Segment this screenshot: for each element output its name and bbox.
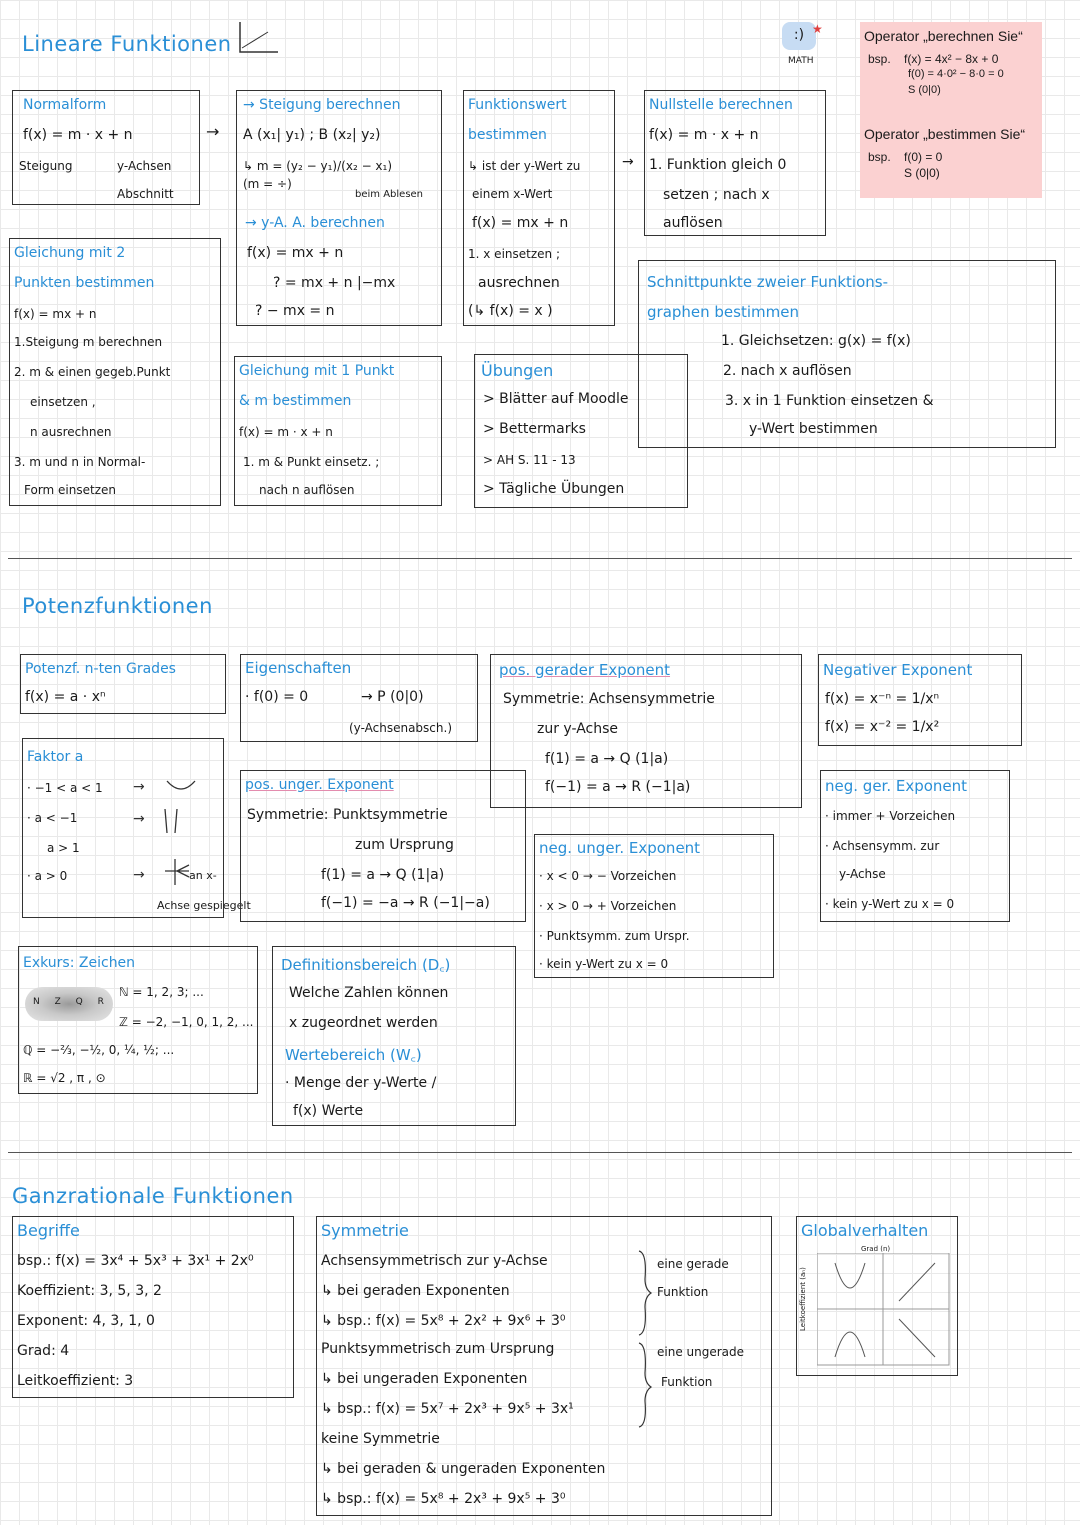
section-title-potenz: Potenzfunktionen bbox=[22, 594, 213, 618]
box-funktionswert bbox=[463, 90, 615, 326]
divider-2 bbox=[8, 1152, 1072, 1153]
zweipunkte-line-4: einsetzen , bbox=[30, 395, 96, 409]
sym-line-1: Achsensymmetrisch zur y-Achse bbox=[321, 1253, 548, 1269]
global-side-label: Leitkoeffizient (aₙ) bbox=[799, 1267, 807, 1331]
operator-bestimmen: Operator „bestimmen Sie“ bbox=[864, 126, 1026, 142]
sym-line-8: ↳ bei geraden & ungeraden Exponenten bbox=[321, 1461, 606, 1477]
steigung-formula: ↳ m = (y₂ − y₁)/(x₂ − x₁) bbox=[243, 159, 393, 173]
star-icon: ★ bbox=[812, 22, 823, 36]
sticker-label: MATH bbox=[788, 56, 814, 66]
axes-sketch bbox=[232, 18, 282, 58]
label-steigung: Steigung bbox=[19, 159, 73, 173]
operator-example-1c: S (0|0) bbox=[908, 84, 941, 96]
box-definition bbox=[272, 946, 516, 1126]
negexp-line-1: f(x) = x⁻ⁿ = 1/xⁿ bbox=[825, 691, 940, 707]
eig-line-1b: → P (0|0) bbox=[361, 689, 424, 705]
operator-example-1b: f(0) = 4·0² − 8·0 = 0 bbox=[908, 68, 1004, 80]
exkurs-n: ℕ = 1, 2, 3; ... bbox=[119, 985, 204, 999]
begriffe-line-1: bsp.: f(x) = 3x⁴ + 5x³ + 3x¹ + 2x⁰ bbox=[17, 1253, 254, 1269]
sym-title: Symmetrie bbox=[321, 1221, 409, 1240]
def-title: Definitionsbereich (D꜀) bbox=[281, 956, 451, 974]
schnitt-line-3: 3. x in 1 Funktion einsetzen & bbox=[725, 393, 934, 409]
nullstelle-line-4: auflösen bbox=[663, 215, 723, 231]
funktionswert-line-4: 1. x einsetzen ; bbox=[468, 247, 560, 261]
nullstelle-line-1: f(x) = m · x + n bbox=[649, 127, 759, 143]
begriffe-line-5: Leitkoeffizient: 3 bbox=[17, 1373, 134, 1389]
box-faktor bbox=[22, 738, 251, 918]
grad-formula: f(x) = a · xⁿ bbox=[25, 689, 106, 705]
sym-right-4: Funktion bbox=[661, 1375, 713, 1389]
number-sets-label: N Z Q R bbox=[33, 997, 110, 1007]
zweipunkte-line-7: Form einsetzen bbox=[24, 483, 116, 497]
funktionswert-line-1: ↳ ist der y-Wert zu bbox=[468, 159, 581, 173]
box-schnitt bbox=[638, 260, 1056, 448]
einpunkt-line-3: nach n auflösen bbox=[259, 483, 355, 497]
nullstelle-line-2: 1. Funktion gleich 0 bbox=[649, 157, 787, 173]
box-posunger bbox=[240, 770, 526, 922]
box-exkurs bbox=[18, 946, 258, 1094]
normalform-formula: f(x) = m · x + n bbox=[23, 127, 133, 143]
sym-line-2: ↳ bei geraden Exponenten bbox=[321, 1283, 510, 1299]
negexp-line-2: f(x) = x⁻² = 1/x² bbox=[825, 719, 940, 735]
funktionswert-title-1: Funktionswert bbox=[468, 97, 567, 113]
svg-text:→: → bbox=[133, 811, 145, 827]
box-eigenschaften bbox=[240, 654, 478, 742]
uebungen-line-4: > Tägliche Übungen bbox=[483, 481, 625, 497]
box-global bbox=[796, 1216, 958, 1376]
sym-right-2: Funktion bbox=[657, 1285, 709, 1299]
sym-right-3: eine ungerade bbox=[657, 1345, 745, 1359]
steigung-points: A (x₁| y₁) ; B (x₂| y₂) bbox=[243, 127, 381, 143]
posger-line-1: Symmetrie: Achsensymmetrie bbox=[503, 691, 715, 707]
box-negunger bbox=[534, 834, 774, 978]
faktor-line-3: a > 1 bbox=[47, 841, 80, 855]
faktor-title: Faktor a bbox=[27, 749, 84, 765]
posunger-line-1: Symmetrie: Punktsymmetrie bbox=[247, 807, 448, 823]
brace-sketch bbox=[635, 1249, 655, 1429]
def-line-3: · Menge der y-Werte / bbox=[285, 1075, 437, 1091]
arrow-right: → bbox=[206, 122, 220, 141]
def-line-1: Welche Zahlen können bbox=[289, 985, 449, 1001]
negunger-title: neg. unger. Exponent bbox=[539, 839, 701, 857]
sym-line-9: ↳ bsp.: f(x) = 5x⁸ + 2x³ + 9x⁵ + 3⁰ bbox=[321, 1491, 566, 1507]
negunger-line-3: · Punktsymm. zum Urspr. bbox=[539, 929, 690, 943]
schnitt-line-1: 1. Gleichsetzen: g(x) = f(x) bbox=[721, 333, 911, 349]
eig-title: Eigenschaften bbox=[245, 659, 352, 677]
label-abschnitt: Abschnitt bbox=[117, 187, 174, 201]
operator-example-2a: f(0) = 0 bbox=[904, 150, 943, 164]
uebungen-title: Übungen bbox=[481, 361, 554, 380]
normalform-title: Normalform bbox=[23, 97, 107, 113]
begriffe-line-2: Koeffizient: 3, 5, 3, 2 bbox=[17, 1283, 162, 1299]
operator-example-2b: S (0|0) bbox=[904, 166, 940, 180]
ya-line-2: ? = mx + n |−mx bbox=[273, 275, 396, 291]
funktionswert-line-5: ausrechnen bbox=[478, 275, 560, 291]
box-steigung bbox=[236, 90, 442, 326]
schnitt-line-4: y-Wert bestimmen bbox=[749, 421, 878, 437]
label-ablesen: beim Ablesen bbox=[355, 189, 424, 200]
funktionswert-line-6: (↳ f(x) = x ) bbox=[468, 303, 553, 319]
eig-line-2: (y-Achsenabsch.) bbox=[349, 721, 453, 735]
sym-line-6: ↳ bsp.: f(x) = 5x⁷ + 2x³ + 9x⁵ + 3x¹ bbox=[321, 1401, 574, 1417]
operator-note bbox=[860, 22, 1042, 198]
exkurs-title: Exkurs: Zeichen bbox=[23, 955, 136, 971]
steigung-formula-alt: (m = ÷) bbox=[243, 177, 292, 191]
faktor-line-2: · a < −1 bbox=[27, 811, 78, 825]
wert-title: Wertebereich (W꜀) bbox=[285, 1046, 422, 1064]
posunger-title: pos. unger. Exponent bbox=[245, 777, 394, 793]
negger-title: neg. ger. Exponent bbox=[825, 777, 968, 795]
einpunkt-line-1: f(x) = m · x + n bbox=[239, 425, 333, 439]
box-begriffe bbox=[12, 1216, 294, 1398]
exkurs-z: ℤ = −2, −1, 0, 1, 2, ... bbox=[119, 1015, 254, 1029]
box-nullstelle bbox=[644, 90, 826, 236]
posunger-line-2: zum Ursprung bbox=[355, 837, 454, 853]
box-negger bbox=[820, 770, 1010, 922]
box-zweipunkte bbox=[9, 238, 221, 506]
negunger-line-2: · x > 0 → + Vorzeichen bbox=[539, 899, 677, 913]
zweipunkte-line-2: 1.Steigung m berechnen bbox=[14, 335, 163, 349]
funktionswert-line-2: einem x-Wert bbox=[472, 187, 553, 201]
sym-line-3: ↳ bsp.: f(x) = 5x⁸ + 2x² + 9x⁶ + 3⁰ bbox=[321, 1313, 566, 1329]
begriffe-line-3: Exponent: 4, 3, 1, 0 bbox=[17, 1313, 155, 1329]
sym-line-4: Punktsymmetrisch zum Ursprung bbox=[321, 1341, 555, 1357]
begriffe-title: Begriffe bbox=[17, 1221, 80, 1240]
faktor-an: an x- bbox=[189, 869, 217, 882]
nullstelle-title: Nullstelle berechnen bbox=[649, 97, 793, 113]
divider-1 bbox=[8, 558, 1072, 559]
negunger-line-1: · x < 0 → − Vorzeichen bbox=[539, 869, 677, 883]
funktionswert-line-3: f(x) = mx + n bbox=[472, 215, 569, 231]
eig-line-1: · f(0) = 0 bbox=[245, 689, 309, 705]
box-negexp bbox=[818, 654, 1022, 746]
uebungen-line-2: > Bettermarks bbox=[483, 421, 586, 437]
zweipunkte-title-1: Gleichung mit 2 bbox=[14, 245, 126, 261]
faktor-line-1: · −1 < a < 1 bbox=[27, 781, 103, 795]
zweipunkte-line-6: 3. m und n in Normal- bbox=[14, 455, 146, 469]
zweipunkte-line-5: n ausrechnen bbox=[30, 425, 112, 439]
label-yachsen: y-Achsen bbox=[117, 159, 172, 173]
begriffe-line-4: Grad: 4 bbox=[17, 1343, 70, 1359]
ya-title: → y-A. A. berechnen bbox=[245, 215, 385, 231]
operator-bsp-1: bsp. bbox=[868, 52, 891, 66]
global-top-label: Grad (n) bbox=[861, 1245, 891, 1253]
funktionswert-title-2: bestimmen bbox=[468, 127, 547, 143]
sym-line-7: keine Symmetrie bbox=[321, 1431, 440, 1447]
einpunkt-title-1: Gleichung mit 1 Punkt bbox=[239, 363, 395, 379]
arrow-right-2: → bbox=[622, 154, 634, 170]
smiley-icon: :) bbox=[782, 22, 816, 50]
operator-example-1a: f(x) = 4x² − 8x + 0 bbox=[904, 52, 999, 66]
box-einpunkt bbox=[234, 356, 442, 506]
exkurs-r: ℝ = √2 , π , ⊙ bbox=[23, 1071, 106, 1085]
ya-line-1: f(x) = mx + n bbox=[247, 245, 344, 261]
faktor-line-4: · a > 0 bbox=[27, 869, 68, 883]
sym-line-5: ↳ bei ungeraden Exponenten bbox=[321, 1371, 528, 1387]
box-posger bbox=[490, 654, 802, 808]
def-line-2: x zugeordnet werden bbox=[289, 1015, 438, 1031]
ya-line-3: ? − mx = n bbox=[255, 303, 335, 319]
faktor-achse: Achse gespiegelt bbox=[157, 899, 251, 912]
einpunkt-line-2: 1. m & Punkt einsetz. ; bbox=[243, 455, 380, 469]
nullstelle-line-3: setzen ; nach x bbox=[663, 187, 770, 203]
posger-line-2: zur y-Achse bbox=[537, 721, 619, 737]
box-normalform bbox=[12, 90, 200, 205]
box-symmetrie bbox=[316, 1216, 772, 1516]
def-line-4: f(x) Werte bbox=[293, 1103, 364, 1119]
schnitt-title-1: Schnittpunkte zweier Funktions- bbox=[647, 273, 888, 291]
negger-line-1: · immer + Vorzeichen bbox=[825, 809, 956, 823]
negger-line-2: · Achsensymm. zur bbox=[825, 839, 940, 853]
box-grad bbox=[20, 654, 226, 714]
posger-line-4: f(−1) = a → R (−1|a) bbox=[545, 779, 691, 795]
global-title: Globalverhalten bbox=[801, 1221, 929, 1240]
negexp-title: Negativer Exponent bbox=[823, 661, 973, 679]
zweipunkte-line-3: 2. m & einen gegeb.Punkt bbox=[14, 365, 171, 379]
posunger-line-3: f(1) = a → Q (1|a) bbox=[321, 867, 445, 883]
uebungen-line-1: > Blätter auf Moodle bbox=[483, 391, 629, 407]
svg-text:→: → bbox=[133, 779, 145, 795]
global-table-sketch bbox=[817, 1253, 953, 1369]
sym-right-1: eine gerade bbox=[657, 1257, 729, 1271]
zweipunkte-title-2: Punkten bestimmen bbox=[14, 275, 155, 291]
negger-line-3: y-Achse bbox=[839, 867, 886, 881]
operator-bsp-2: bsp. bbox=[868, 150, 891, 164]
operator-berechnen: Operator „berechnen Sie“ bbox=[864, 28, 1023, 44]
steigung-title: → Steigung berechnen bbox=[243, 97, 401, 113]
svg-text:→: → bbox=[133, 867, 145, 883]
section-title-ganz: Ganzrationale Funktionen bbox=[12, 1184, 294, 1208]
negunger-line-4: · kein y-Wert zu x = 0 bbox=[539, 957, 669, 971]
posger-line-3: f(1) = a → Q (1|a) bbox=[545, 751, 669, 767]
posger-title: pos. gerader Exponent bbox=[499, 661, 671, 679]
exkurs-q: ℚ = −⅔, −½, 0, ¼, ½; ... bbox=[23, 1043, 175, 1057]
grad-title: Potenzf. n-ten Grades bbox=[25, 661, 176, 677]
einpunkt-title-2: & m bestimmen bbox=[239, 393, 352, 409]
negger-line-4: · kein y-Wert zu x = 0 bbox=[825, 897, 955, 911]
uebungen-line-3: > AH S. 11 - 13 bbox=[483, 453, 576, 467]
section-title-linear: Lineare Funktionen bbox=[22, 32, 232, 56]
schnitt-line-2: 2. nach x auflösen bbox=[723, 363, 852, 379]
posunger-line-4: f(−1) = −a → R (−1|−a) bbox=[321, 895, 490, 911]
zweipunkte-line-1: f(x) = mx + n bbox=[14, 307, 97, 321]
schnitt-title-2: graphen bestimmen bbox=[647, 303, 799, 321]
